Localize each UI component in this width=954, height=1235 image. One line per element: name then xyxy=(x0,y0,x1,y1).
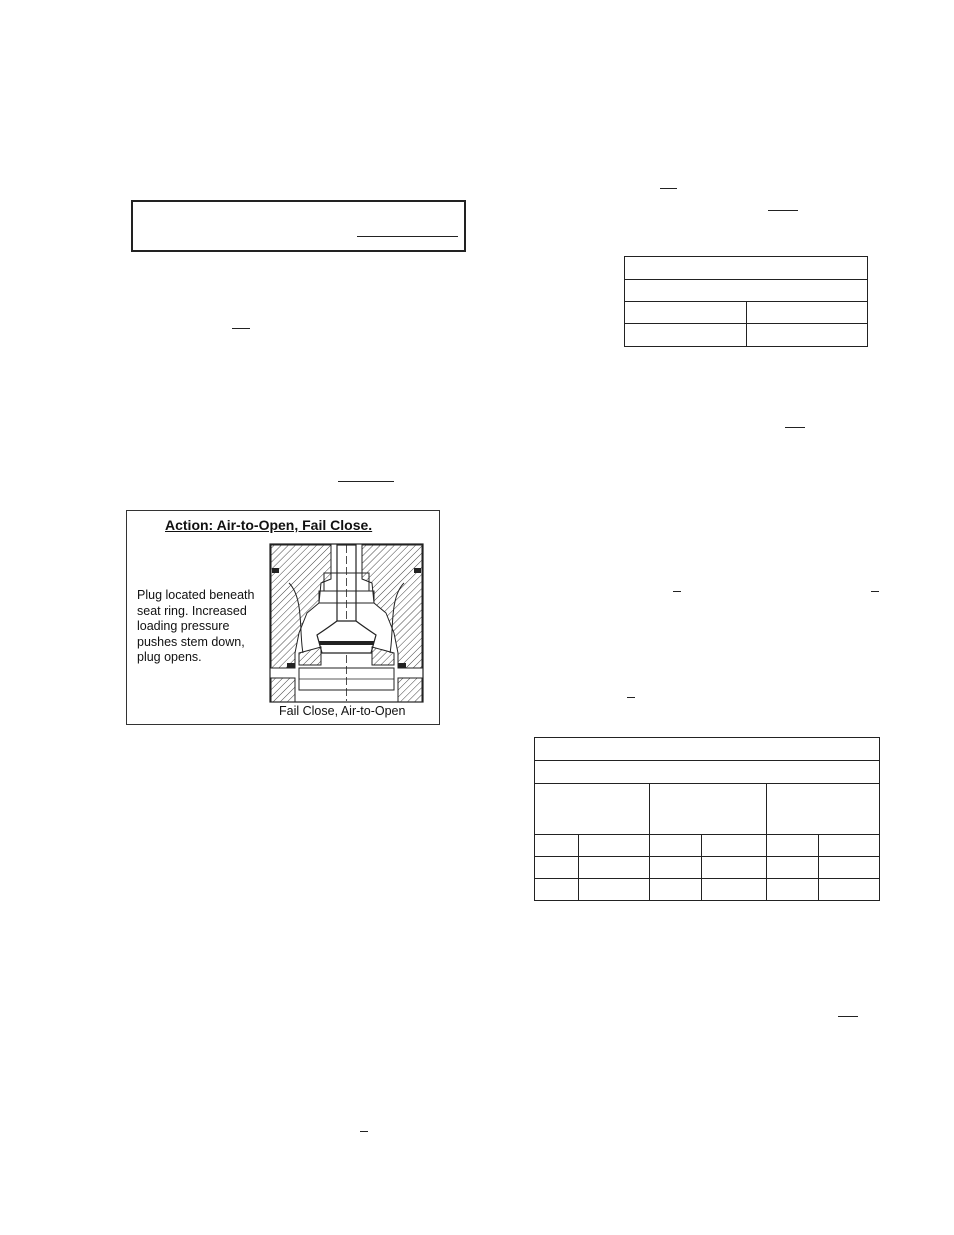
figure-description: Plug located beneath seat ring. Increased loading pressure pushes stem down, plug opens. xyxy=(137,588,255,664)
table-cell xyxy=(625,302,747,324)
figure-title: Action: Air-to-Open, Fail Close. xyxy=(165,517,373,533)
table-cell xyxy=(650,879,702,901)
table-cell xyxy=(650,784,767,835)
table-row xyxy=(535,857,880,879)
table-cell xyxy=(535,738,880,761)
text-underline xyxy=(871,591,879,592)
table-row xyxy=(535,879,880,901)
table-row xyxy=(625,280,868,302)
table-row xyxy=(535,761,880,784)
text-underline xyxy=(660,188,677,189)
valve-action-figure xyxy=(126,510,440,725)
table-cell xyxy=(535,761,880,784)
table-cell xyxy=(579,835,650,857)
note-box xyxy=(131,200,466,252)
table-cell xyxy=(819,857,880,879)
small-table xyxy=(624,256,868,347)
table-cell xyxy=(767,857,819,879)
table-row xyxy=(535,835,880,857)
table-cell xyxy=(625,257,868,280)
table-cell xyxy=(702,857,767,879)
table-cell xyxy=(535,857,579,879)
text-underline xyxy=(768,210,798,211)
table-row xyxy=(625,257,868,280)
table-cell xyxy=(702,835,767,857)
table-cell xyxy=(702,879,767,901)
valve-cross-section-drawing xyxy=(269,543,424,703)
table-row xyxy=(535,784,880,835)
table-cell xyxy=(650,857,702,879)
table-cell xyxy=(535,784,650,835)
table-cell xyxy=(767,879,819,901)
text-underline xyxy=(627,697,635,698)
text-underline xyxy=(673,591,681,592)
table-cell xyxy=(535,835,579,857)
table-cell xyxy=(819,879,880,901)
table-row xyxy=(625,324,868,347)
text-underline xyxy=(232,328,250,329)
table-cell xyxy=(625,324,747,347)
table-cell xyxy=(625,280,868,302)
table-cell xyxy=(746,302,868,324)
table-cell xyxy=(746,324,868,347)
table-cell xyxy=(650,835,702,857)
text-underline xyxy=(338,481,394,482)
table-cell xyxy=(579,879,650,901)
table-cell xyxy=(819,835,880,857)
table-row xyxy=(625,302,868,324)
table-cell xyxy=(535,879,579,901)
table-cell xyxy=(579,857,650,879)
large-table xyxy=(534,737,880,901)
table-cell xyxy=(767,784,880,835)
table-cell xyxy=(767,835,819,857)
note-box-underline xyxy=(357,236,458,237)
table-row xyxy=(535,738,880,761)
text-underline xyxy=(785,427,805,428)
text-underline xyxy=(838,1016,858,1017)
text-underline xyxy=(360,1131,368,1132)
figure-caption: Fail Close, Air-to-Open xyxy=(279,704,406,718)
